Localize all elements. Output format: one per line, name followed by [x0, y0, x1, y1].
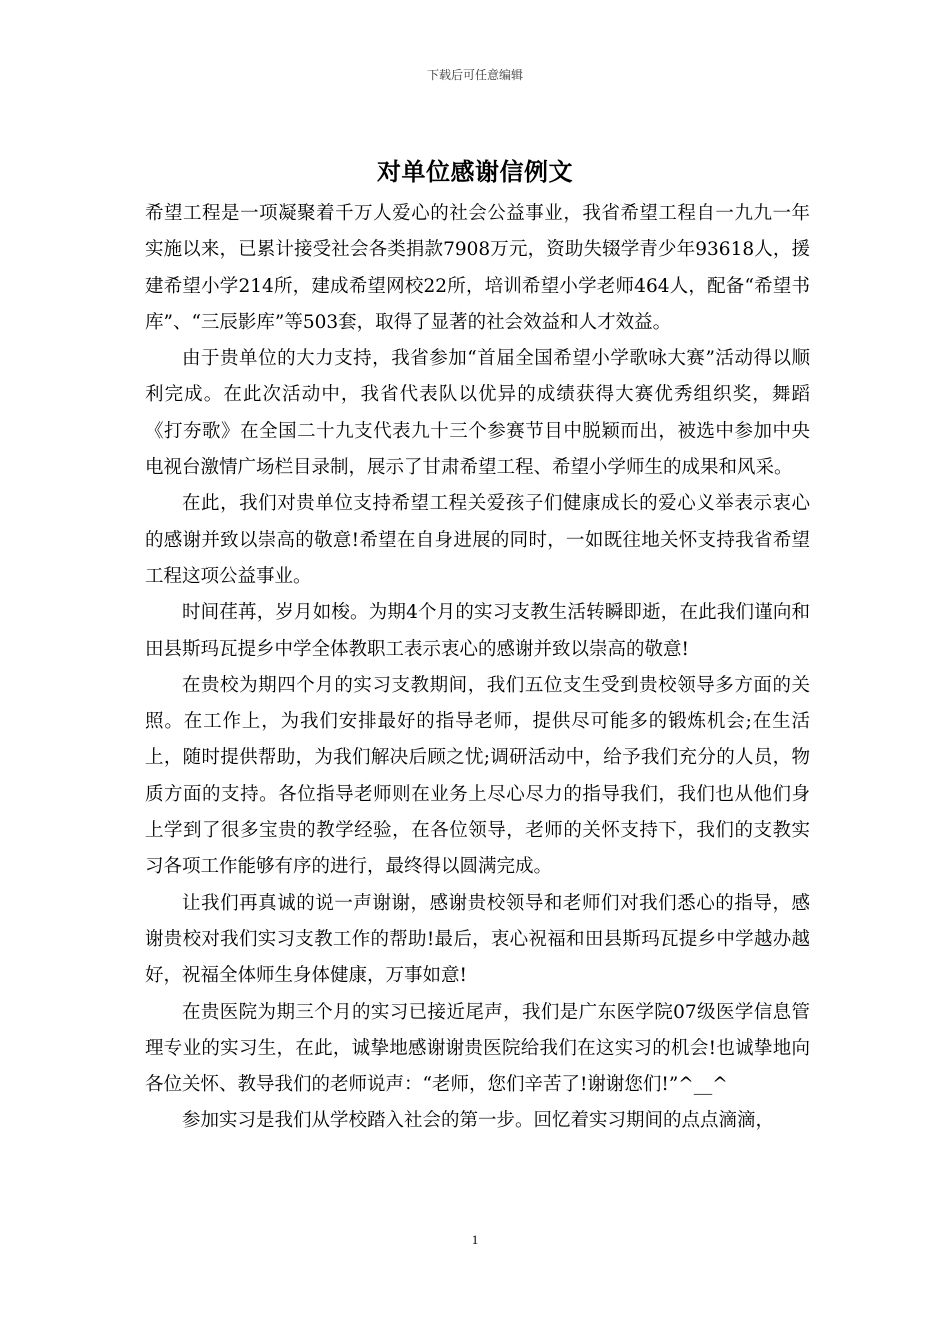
paragraph-3: 在此，我们对贵单位支持希望工程关爱孩子们健康成长的爱心义举表示衷心的感谢并致以崇高的敬意!希望在自身进展的同时，一如既往地关怀支持我省希望工程这项公益事业。 — [145, 493, 810, 587]
paragraph-6: 让我们再真诚的说一声谢谢，感谢贵校领导和老师们对我们悉心的指导，感谢贵校对我们实习支教工作的帮助!最后，衷心祝福和田县斯玛瓦提乡中学越办越好，祝福全体师生身体健康，万事如意! — [145, 892, 810, 987]
document-title: 对单位感谢信例文 — [377, 157, 573, 186]
paragraph-7: 在贵医院为期三个月的实习已接近尾声，我们是广东医学院07级医学信息管理专业的实习生，在此，诚挚地感谢谢贵医院给我们在这实习的机会!也诚挚地向各位关怀、教导我们的老师说声：“老师，您们辛苦了!谢谢您们!”^__^ — [145, 1001, 810, 1096]
document-body — [145, 196, 810, 1140]
paragraph-8: 参加实习是我们从学校踏入社会的第一步。回忆着实习期间的点点滴滴， — [182, 1110, 775, 1132]
paragraph-2: 由于贵单位的大力支持，我省参加“首届全国希望小学歌咏大赛”活动得以顺利完成。在此次活动中，我省代表队以优异的成绩获得大赛优秀组织奖，舞蹈《打夯歌》在全国二十九支代表九十三个参赛节目中脱颖而出，被选中参加中央电视台激情广场栏目录制，展示了甘肃希望工程、希望小学师生的成果和风采。 — [145, 348, 810, 479]
paragraph-5: 在贵校为期四个月的实习支教期间，我们五位支生受到贵校领导多方面的关照。在工作上，为我们安排最好的指导老师，提供尽可能多的锻炼机会;在生活上，随时提供帮助，为我们解决后顾之忧;调研活动中，给予我们充分的人员，物质方面的支持。各位指导老师则在业务上尽心尽力的指导我们，我们也从他们身上学到了很多宝贵的教学经验，在各位领导，老师的关怀支持下，我们的支教实习各项工作能够有序的进行，最终得以圆满完成。 — [145, 674, 810, 878]
paragraph-1: 希望工程是一项凝聚着千万人爱心的社会公益事业，我省希望工程自一九九一年实施以来，已累计接受社会各类捐款7908万元，资助失辍学青少年93618人，援建希望小学214所，建成希望网校22所，培训希望小学老师464人，配备“希望书库”、“三辰影库”等503套，取得了显著的社会效益和人才效益。 — [145, 203, 810, 333]
paragraph-4: 时间荏苒，岁月如梭。为期4个月的实习支教生活转瞬即逝，在此我们谨向和田县斯玛瓦提乡中学全体教职工表示衷心的感谢并致以崇高的敬意! — [145, 602, 810, 660]
header-note: 下载后可任意编辑 — [426, 68, 523, 82]
page-number: 1 — [471, 1232, 479, 1247]
